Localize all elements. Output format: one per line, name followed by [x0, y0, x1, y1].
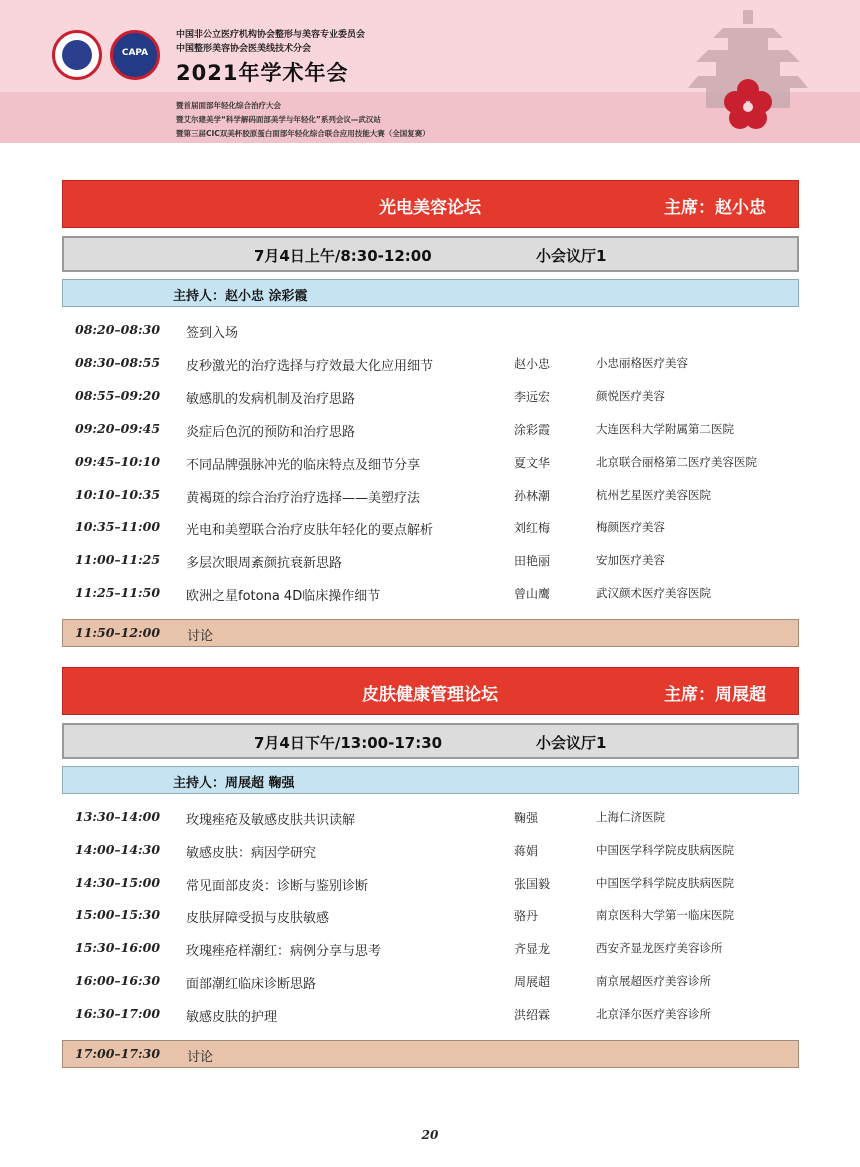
table-row: 11:00–11:25 多层次眼周紊颜抗衰新思路 田艳丽 安加医疗美容 — [75, 552, 665, 571]
org-line-1: 中国非公立医疗机构协会整形与美容专业委员会 — [176, 30, 366, 40]
table-row: 09:45–10:10 不同品牌强脉冲光的临床特点及细节分享 夏文华 北京联合丽格第二医疗美容医院 — [75, 454, 757, 473]
conference-title: 2021年学术年会 — [176, 61, 349, 85]
session-2-chair: 主席：周展超 — [664, 685, 766, 705]
page-number: 20 — [421, 1128, 439, 1142]
session-2-host-bar — [62, 766, 799, 794]
table-row: 15:00–15:30 皮肤屏障受损与皮肤敏感 骆丹 南京医科大学第一临床医院 — [75, 907, 734, 926]
table-row: 16:30–17:00 敏感皮肤的护理 洪绍霖 北京泽尔医疗美容诊所 — [75, 1006, 711, 1025]
session-2-discussion: 17:00–17:30 讨论 — [62, 1040, 799, 1068]
table-row: 08:20–08:30 签到入场 — [75, 322, 239, 341]
session-2-title: 皮肤健康管理论坛 — [362, 685, 498, 705]
table-row: 16:00–16:30 面部潮红临床诊断思路 周展超 南京展超医疗美容诊所 — [75, 973, 711, 992]
session-2-host: 主持人：周展超 鞠强 — [173, 776, 295, 791]
table-row: 08:55–09:20 敏感肌的发病机制及治疗思路 李远宏 颜悦医疗美容 — [75, 388, 665, 407]
table-row: 13:30–14:00 玫瑰痤疮及敏感皮肤共识读解 鞠强 上海仁济医院 — [75, 809, 665, 828]
session-1-when: 7月4日上午/8:30-12:00 — [254, 247, 432, 265]
session-1-host: 主持人：赵小忠 涂彩霞 — [173, 289, 308, 304]
table-row: 10:35–11:00 光电和美塑联合治疗皮肤年轻化的要点解析 刘红梅 梅颜医疗美容 — [75, 519, 665, 538]
association-logo-icon — [52, 30, 102, 80]
table-row: 15:30–16:00 玫瑰痤疮样潮红：病例分享与思考 齐显龙 西安齐显龙医疗美容诊所 — [75, 940, 723, 959]
session-1-room: 小会议厅1 — [536, 247, 607, 265]
session-1-chair: 主席：赵小忠 — [664, 198, 766, 218]
table-row: 08:30–08:55 皮秒激光的治疗选择与疗效最大化应用细节 赵小忠 小忠丽格医疗美容 — [75, 355, 688, 374]
table-row: 10:10–10:35 黄褐斑的综合治疗治疗选择——美塑疗法 孙林潮 杭州艺星医疗美容医院 — [75, 487, 711, 506]
tower-flower-icon — [688, 8, 808, 138]
table-row: 14:00–14:30 敏感皮肤：病因学研究 蒋娟 中国医学科学院皮肤病医院 — [75, 842, 734, 861]
capa-logo-icon: CAPA — [110, 30, 160, 80]
session-1-title: 光电美容论坛 — [379, 198, 481, 218]
session-2-room: 小会议厅1 — [536, 734, 607, 752]
session-1-discussion: 11:50–12:00 讨论 — [62, 619, 799, 647]
org-line-2: 中国整形美容协会医美线技术分会 — [176, 44, 312, 54]
session-1-time-bar — [62, 236, 799, 272]
session-2-when: 7月4日下午/13:00-17:30 — [254, 734, 443, 752]
table-row: 14:30–15:00 常见面部皮炎：诊断与鉴别诊断 张国毅 中国医学科学院皮肤病医院 — [75, 875, 734, 894]
session-2-time-bar — [62, 723, 799, 759]
page-header — [0, 0, 860, 143]
table-row: 09:20–09:45 炎症后色沉的预防和治疗思路 涂彩霞 大连医科大学附属第二医院 — [75, 421, 734, 440]
session-1-host-bar — [62, 279, 799, 307]
table-row: 11:25–11:50 欧洲之星fotona 4D临床操作细节 曾山鹰 武汉颜术医疗美容医院 — [75, 585, 711, 604]
subtitle-1: 暨首届面部年轻化综合治疗大会 — [176, 101, 281, 110]
subtitle-3: 暨第三届CIC双美杯胶原蛋白面部年轻化综合联合应用技能大赛（全国复赛） — [176, 129, 430, 138]
subtitle-2: 暨艾尔建美学“科学解码面部美学与年轻化”系列会议—武汉站 — [176, 115, 381, 124]
